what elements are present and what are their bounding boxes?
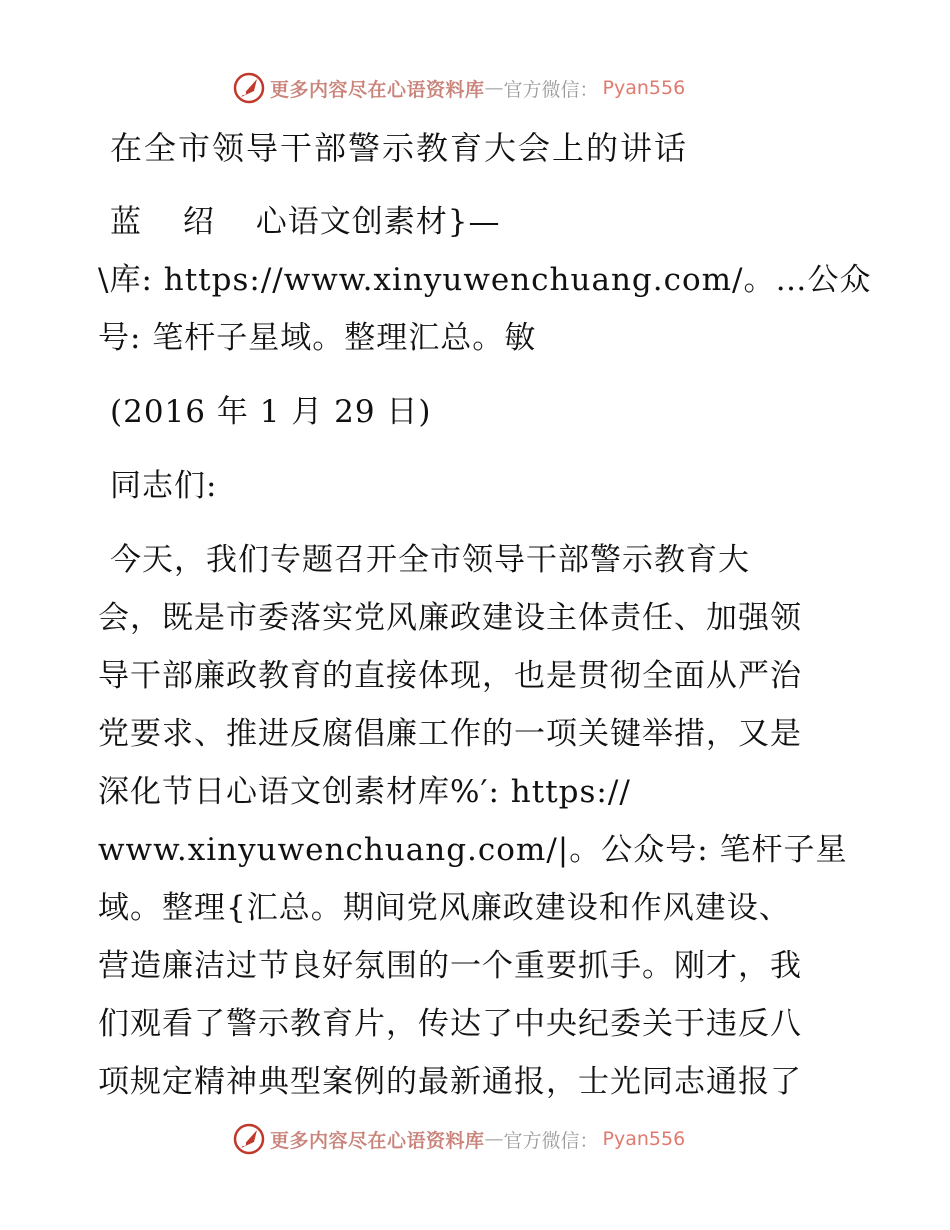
body-line: 会，既是市委落实党风廉政建设主体责任、加强领: [98, 600, 802, 636]
banner-wechat-label: 官方微信：: [503, 1129, 599, 1152]
body-line: 号: 笔杆子星域。整理汇总。敏: [98, 320, 537, 356]
footer-banner: [232, 1122, 752, 1156]
body-line: \库: https://www.xinyuwenchuang.com/。…公众: [98, 262, 872, 298]
banner-dash: —: [484, 1128, 504, 1150]
banner-text: 更多内容尽在心语资料库: [270, 1129, 485, 1152]
salutation: 同志们:: [110, 468, 218, 504]
author-name-part-2: 绍: [182, 204, 215, 240]
quill-logo-icon: [232, 1122, 266, 1156]
date-line: (2016 年 1 月 29 日): [110, 394, 432, 430]
author-line: [110, 202, 500, 242]
body-line: 们观看了警示教育片，传达了中央纪委关于违反八: [98, 1006, 802, 1042]
body-line: 导干部廉政教育的直接体现，也是贯彻全面从严治: [98, 658, 802, 694]
quill-logo-icon: [232, 71, 266, 105]
header-banner: [232, 71, 752, 105]
body-line: 域。整理{汇总。期间党风廉政建设和作风建设、: [98, 890, 791, 926]
banner-dash: —: [484, 77, 504, 99]
author-name-part-1: 蓝: [110, 204, 142, 240]
page-title: 在全市领导干部警示教育大会上的讲话: [110, 129, 689, 167]
banner-wechat-label: 官方微信：: [503, 78, 599, 101]
body-line: 项规定精神典型案例的最新通报，士光同志通报了: [98, 1064, 802, 1100]
author-line-rest: 心语文创素材}—: [255, 204, 501, 240]
body-line: www.xinyuwenchuang.com/|。公众号: 笔杆子星: [98, 832, 848, 868]
body-line: 深化节日心语文创素材库%′: https://: [98, 774, 631, 810]
body-line: 今天，我们专题召开全市领导干部警示教育大: [110, 542, 750, 578]
banner-text: 更多内容尽在心语资料库: [270, 78, 485, 101]
banner-wechat-id: Pyan556: [602, 1128, 686, 1150]
body-line: 党要求、推进反腐倡廉工作的一项关键举措，又是: [98, 716, 802, 752]
body-line: 营造廉洁过节良好氛围的一个重要抓手。刚才，我: [98, 948, 802, 984]
banner-wechat-id: Pyan556: [602, 77, 686, 99]
